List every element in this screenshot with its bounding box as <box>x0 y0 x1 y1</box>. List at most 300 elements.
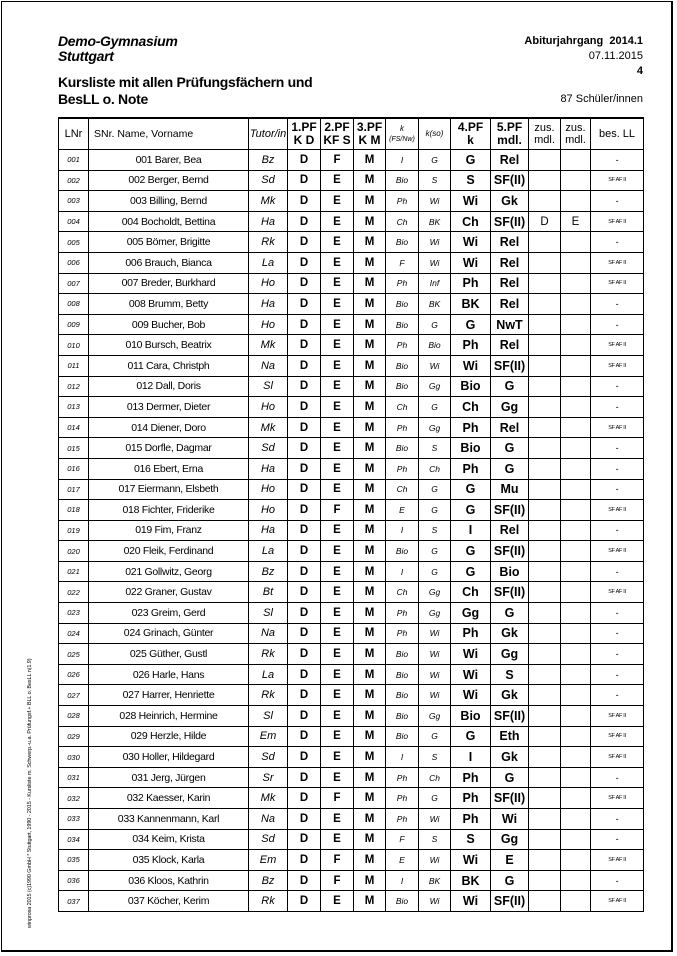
cell-zus2 <box>561 500 591 521</box>
cell-kso: G <box>419 788 451 809</box>
cell-kso: S <box>419 747 451 768</box>
cell-pf5: SF(II) <box>491 170 529 191</box>
cell-lnr: 029 <box>59 726 89 747</box>
cell-k: Ch <box>386 582 419 603</box>
cell-pf3: M <box>354 273 386 294</box>
cell-kso: Gg <box>419 376 451 397</box>
cell-zus2 <box>561 232 591 253</box>
cell-name: 014 Diener, Doro <box>89 417 249 438</box>
cell-lnr: 022 <box>59 582 89 603</box>
cell-pf5: E <box>491 850 529 871</box>
col-pf2-title: 2.PF <box>324 120 350 134</box>
cell-kso: G <box>419 314 451 335</box>
cell-pf5: G <box>491 603 529 624</box>
cell-k: I <box>386 520 419 541</box>
col-zus1-title: zus. <box>534 122 555 134</box>
cell-zus2 <box>561 603 591 624</box>
cell-pf2: E <box>321 252 354 273</box>
col-pf4 <box>451 118 491 150</box>
cell-bes: - <box>591 870 644 891</box>
cell-pf1: D <box>288 788 321 809</box>
cell-bes: - <box>591 232 644 253</box>
side-footer-text: winprosa 2015 (c)1990 GmbH * Stuttgart, 1990 - 2015 - Kursliste m. Schwerp.-u.a. Prüfungsf.+ BLL o. BesLL n(1.9) <box>27 658 33 928</box>
cell-zus2 <box>561 644 591 665</box>
cell-bes: SF AF II <box>591 706 644 727</box>
cell-pf4: G <box>451 479 491 500</box>
cell-pf4: G <box>451 541 491 562</box>
cell-zus2 <box>561 891 591 912</box>
cell-lnr: 031 <box>59 767 89 788</box>
cell-zus1 <box>529 623 561 644</box>
cell-pf1: D <box>288 520 321 541</box>
cell-bes: - <box>591 767 644 788</box>
cell-name: 022 Graner, Gustav <box>89 582 249 603</box>
table-row <box>59 211 644 232</box>
cell-tutor: Mk <box>249 335 288 356</box>
cell-lnr: 015 <box>59 438 89 459</box>
cell-k: Ch <box>386 397 419 418</box>
col-pf2 <box>321 118 354 150</box>
cell-lnr: 028 <box>59 706 89 727</box>
cell-pf4: Gg <box>451 603 491 624</box>
cell-tutor: Ha <box>249 458 288 479</box>
cell-kso: Gg <box>419 706 451 727</box>
cell-zus1 <box>529 458 561 479</box>
cell-name: 021 Gollwitz, Georg <box>89 561 249 582</box>
cell-lnr: 020 <box>59 541 89 562</box>
cell-pf1: D <box>288 767 321 788</box>
cell-kso: S <box>419 170 451 191</box>
cell-pf1: D <box>288 150 321 171</box>
student-count: 87 Schüler/innen <box>560 93 643 105</box>
cell-bes: - <box>591 438 644 459</box>
cell-pf2: F <box>321 150 354 171</box>
cell-tutor: Na <box>249 623 288 644</box>
cell-zus1 <box>529 397 561 418</box>
cell-pf3: M <box>354 541 386 562</box>
cell-bes: SF AF II <box>591 891 644 912</box>
cell-pf1: D <box>288 294 321 315</box>
cell-bes: - <box>591 561 644 582</box>
cell-pf5: SF(II) <box>491 891 529 912</box>
cell-lnr: 013 <box>59 397 89 418</box>
cell-pf4: Ph <box>451 623 491 644</box>
cell-name: 004 Bocholdt, Bettina <box>89 211 249 232</box>
cell-lnr: 024 <box>59 623 89 644</box>
table-row <box>59 170 644 191</box>
cell-name: 032 Kaesser, Karin <box>89 788 249 809</box>
cell-pf4: Wi <box>451 664 491 685</box>
cell-zus2 <box>561 809 591 830</box>
table-row <box>59 891 644 912</box>
cell-pf5: SF(II) <box>491 706 529 727</box>
cell-bes: - <box>591 150 644 171</box>
cell-tutor: Sd <box>249 438 288 459</box>
cell-pf3: M <box>354 561 386 582</box>
cell-pf5: SF(II) <box>491 788 529 809</box>
cell-name: 012 Dall, Doris <box>89 376 249 397</box>
cell-k: Bio <box>386 891 419 912</box>
cell-name: 018 Fichter, Friderike <box>89 500 249 521</box>
cell-lnr: 032 <box>59 788 89 809</box>
year-label: Abiturjahrgang 2014.1 <box>524 35 643 47</box>
col-pf4-sub: k <box>467 133 474 147</box>
table-row <box>59 685 644 706</box>
col-bes: bes. LL <box>591 118 644 150</box>
cell-pf2: E <box>321 458 354 479</box>
cell-pf1: D <box>288 541 321 562</box>
cell-zus2 <box>561 273 591 294</box>
cell-pf1: D <box>288 211 321 232</box>
cell-bes: SF AF II <box>591 541 644 562</box>
cell-tutor: Sl <box>249 376 288 397</box>
cell-pf2: E <box>321 232 354 253</box>
cell-pf5: Mu <box>491 479 529 500</box>
cell-kso: Wi <box>419 644 451 665</box>
table-row <box>59 870 644 891</box>
cell-pf4: Wi <box>451 644 491 665</box>
cell-k: Bio <box>386 438 419 459</box>
cell-pf4: Ph <box>451 767 491 788</box>
cell-k: Ph <box>386 767 419 788</box>
col-zus2-sub: mdl. <box>565 134 586 146</box>
cell-kso: Wi <box>419 664 451 685</box>
cell-lnr: 021 <box>59 561 89 582</box>
cell-name: 036 Kloos, Kathrin <box>89 870 249 891</box>
cell-pf4: Ch <box>451 211 491 232</box>
cell-pf4: Bio <box>451 706 491 727</box>
cell-pf3: M <box>354 211 386 232</box>
cell-pf2: E <box>321 335 354 356</box>
cell-name: 035 Klock, Karla <box>89 850 249 871</box>
cell-pf1: D <box>288 232 321 253</box>
cell-pf2: E <box>321 561 354 582</box>
cell-name: 037 Köcher, Kerim <box>89 891 249 912</box>
cell-zus1 <box>529 520 561 541</box>
table-row <box>59 520 644 541</box>
cell-k: Ph <box>386 417 419 438</box>
cell-kso: G <box>419 541 451 562</box>
cell-pf4: I <box>451 520 491 541</box>
cell-zus1 <box>529 252 561 273</box>
cell-tutor: Na <box>249 809 288 830</box>
cell-name: 006 Brauch, Bianca <box>89 252 249 273</box>
cell-pf3: M <box>354 458 386 479</box>
cell-kso: Wi <box>419 191 451 212</box>
cell-pf1: D <box>288 417 321 438</box>
cell-kso: Inf <box>419 273 451 294</box>
cell-tutor: Sl <box>249 603 288 624</box>
cell-pf1: D <box>288 850 321 871</box>
cell-zus2 <box>561 706 591 727</box>
table-row <box>59 417 644 438</box>
table-row <box>59 603 644 624</box>
cell-kso: Wi <box>419 623 451 644</box>
cell-pf5: Wi <box>491 809 529 830</box>
cell-k: I <box>386 747 419 768</box>
cell-bes: - <box>591 397 644 418</box>
cell-zus2 <box>561 747 591 768</box>
cell-pf4: Ph <box>451 809 491 830</box>
cell-zus2 <box>561 294 591 315</box>
cell-k: I <box>386 561 419 582</box>
cell-bes: SF AF II <box>591 500 644 521</box>
cell-pf5: Gk <box>491 191 529 212</box>
cell-name: 007 Breder, Burkhard <box>89 273 249 294</box>
table-row <box>59 458 644 479</box>
cell-pf4: G <box>451 561 491 582</box>
cell-kso: BK <box>419 294 451 315</box>
cell-zus1: D <box>529 211 561 232</box>
cell-name: 013 Dermer, Dieter <box>89 397 249 418</box>
cell-lnr: 026 <box>59 664 89 685</box>
cell-lnr: 012 <box>59 376 89 397</box>
cell-k: Ph <box>386 603 419 624</box>
table-body <box>59 150 644 912</box>
cell-zus2 <box>561 726 591 747</box>
col-pf1 <box>288 118 321 150</box>
cell-zus1 <box>529 850 561 871</box>
cell-zus2 <box>561 170 591 191</box>
col-zus1 <box>529 118 561 150</box>
cell-pf2: E <box>321 706 354 727</box>
cell-bes: - <box>591 191 644 212</box>
cell-name: 024 Grinach, Günter <box>89 623 249 644</box>
cell-pf2: E <box>321 191 354 212</box>
cell-pf5: Gg <box>491 829 529 850</box>
cell-pf4: G <box>451 314 491 335</box>
cell-pf4: Wi <box>451 355 491 376</box>
cell-tutor: Bz <box>249 561 288 582</box>
cell-zus2 <box>561 252 591 273</box>
cell-zus2 <box>561 767 591 788</box>
cell-tutor: Ho <box>249 273 288 294</box>
cell-pf3: M <box>354 829 386 850</box>
cell-pf5: G <box>491 767 529 788</box>
table-row <box>59 191 644 212</box>
print-date: 07.11.2015 <box>588 50 643 62</box>
cell-pf2: E <box>321 623 354 644</box>
cell-pf1: D <box>288 458 321 479</box>
cell-k: Bio <box>386 685 419 706</box>
cell-zus2 <box>561 479 591 500</box>
cell-lnr: 003 <box>59 191 89 212</box>
cell-name: 009 Bucher, Bob <box>89 314 249 335</box>
cell-pf1: D <box>288 623 321 644</box>
cell-lnr: 030 <box>59 747 89 768</box>
cell-k: Ph <box>386 458 419 479</box>
cell-zus2 <box>561 150 591 171</box>
cell-name: 008 Brumm, Betty <box>89 294 249 315</box>
cell-name: 033 Kannenmann, Karl <box>89 809 249 830</box>
cell-pf4: G <box>451 150 491 171</box>
cell-name: 015 Dorfle, Dagmar <box>89 438 249 459</box>
cell-tutor: Ho <box>249 314 288 335</box>
cell-zus1 <box>529 500 561 521</box>
cell-zus2 <box>561 829 591 850</box>
cell-pf5: G <box>491 376 529 397</box>
cell-lnr: 011 <box>59 355 89 376</box>
cell-tutor: Em <box>249 726 288 747</box>
cell-pf2: E <box>321 438 354 459</box>
cell-pf2: E <box>321 355 354 376</box>
cell-lnr: 025 <box>59 644 89 665</box>
cell-pf5: SF(II) <box>491 582 529 603</box>
cell-pf2: E <box>321 685 354 706</box>
table-row <box>59 273 644 294</box>
cell-lnr: 002 <box>59 170 89 191</box>
cell-zus1 <box>529 191 561 212</box>
cell-tutor: Mk <box>249 191 288 212</box>
cell-pf3: M <box>354 417 386 438</box>
cell-lnr: 037 <box>59 891 89 912</box>
cell-kso: S <box>419 438 451 459</box>
cell-bes: SF AF II <box>591 726 644 747</box>
cell-k: Ch <box>386 211 419 232</box>
cell-pf4: Bio <box>451 376 491 397</box>
cell-k: Bio <box>386 376 419 397</box>
cell-bes: SF AF II <box>591 252 644 273</box>
cell-pf5: Bio <box>491 561 529 582</box>
cell-k: I <box>386 870 419 891</box>
cell-pf2: E <box>321 541 354 562</box>
table-row <box>59 829 644 850</box>
cell-tutor: Ho <box>249 479 288 500</box>
cell-zus2 <box>561 314 591 335</box>
cell-pf4: S <box>451 170 491 191</box>
cell-pf3: M <box>354 314 386 335</box>
table-row <box>59 644 644 665</box>
cell-kso: S <box>419 829 451 850</box>
col-tutor: Tutor/in <box>249 118 288 150</box>
cell-pf4: Ch <box>451 397 491 418</box>
cell-bes: - <box>591 376 644 397</box>
col-zus2 <box>561 118 591 150</box>
cell-pf4: Ph <box>451 273 491 294</box>
cell-zus1 <box>529 870 561 891</box>
cell-pf1: D <box>288 603 321 624</box>
col-pf3 <box>354 118 386 150</box>
cell-tutor: Em <box>249 850 288 871</box>
cell-lnr: 008 <box>59 294 89 315</box>
table-row <box>59 314 644 335</box>
cell-k: Ch <box>386 479 419 500</box>
cell-k: Bio <box>386 726 419 747</box>
cell-lnr: 027 <box>59 685 89 706</box>
cell-pf4: S <box>451 829 491 850</box>
cell-k: Bio <box>386 664 419 685</box>
col-pf3-title: 3.PF <box>356 120 383 134</box>
cell-zus1 <box>529 726 561 747</box>
cell-kso: Wi <box>419 891 451 912</box>
cell-bes: - <box>591 644 644 665</box>
cell-lnr: 017 <box>59 479 89 500</box>
cell-tutor: Sr <box>249 767 288 788</box>
cell-pf2: E <box>321 809 354 830</box>
cell-pf4: BK <box>451 294 491 315</box>
cell-bes: SF AF II <box>591 273 644 294</box>
cell-pf2: E <box>321 726 354 747</box>
cell-pf5: Rel <box>491 232 529 253</box>
cell-pf3: M <box>354 623 386 644</box>
cell-zus2 <box>561 541 591 562</box>
cell-zus2 <box>561 582 591 603</box>
table-header-row <box>59 118 644 150</box>
cell-zus1 <box>529 664 561 685</box>
cell-zus2: E <box>561 211 591 232</box>
cell-pf3: M <box>354 438 386 459</box>
cell-pf5: Eth <box>491 726 529 747</box>
cell-pf1: D <box>288 252 321 273</box>
cell-k: Bio <box>386 644 419 665</box>
title-line2: BesLL o. Note <box>58 91 148 107</box>
cell-bes: SF AF II <box>591 582 644 603</box>
cell-kso: Wi <box>419 809 451 830</box>
table-row <box>59 664 644 685</box>
cell-zus1 <box>529 561 561 582</box>
cell-zus2 <box>561 664 591 685</box>
cell-zus1 <box>529 170 561 191</box>
cell-pf1: D <box>288 479 321 500</box>
cell-bes: - <box>591 685 644 706</box>
col-pf5 <box>491 118 529 150</box>
table-row <box>59 788 644 809</box>
cell-pf4: Wi <box>451 232 491 253</box>
cell-name: 030 Holler, Hildegard <box>89 747 249 768</box>
cell-pf5: Rel <box>491 273 529 294</box>
cell-k: Bio <box>386 314 419 335</box>
cell-lnr: 018 <box>59 500 89 521</box>
col-pf1-title: 1.PF <box>291 120 317 134</box>
cell-zus1 <box>529 891 561 912</box>
cell-tutor: Rk <box>249 891 288 912</box>
cell-kso: G <box>419 561 451 582</box>
cell-zus1 <box>529 232 561 253</box>
cell-pf2: E <box>321 314 354 335</box>
cell-zus1 <box>529 150 561 171</box>
cell-name: 023 Greim, Gerd <box>89 603 249 624</box>
cell-pf2: E <box>321 582 354 603</box>
cell-pf3: M <box>354 500 386 521</box>
cell-pf4: G <box>451 500 491 521</box>
col-pf2-sub: KF S <box>323 133 351 147</box>
cell-name: 003 Billing, Bernd <box>89 191 249 212</box>
cell-pf2: E <box>321 767 354 788</box>
cell-pf5: Rel <box>491 335 529 356</box>
table-row <box>59 561 644 582</box>
cell-name: 019 Fim, Franz <box>89 520 249 541</box>
col-zus2-title: zus. <box>565 122 586 134</box>
cell-pf1: D <box>288 582 321 603</box>
cell-k: Ph <box>386 273 419 294</box>
cell-pf4: Ch <box>451 582 491 603</box>
cell-zus1 <box>529 706 561 727</box>
cell-zus1 <box>529 273 561 294</box>
cell-kso: Wi <box>419 685 451 706</box>
cell-name: 017 Eiermann, Elsbeth <box>89 479 249 500</box>
cell-pf1: D <box>288 809 321 830</box>
col-k-title: k <box>400 123 404 133</box>
cell-pf2: F <box>321 788 354 809</box>
cell-pf2: E <box>321 664 354 685</box>
cell-pf3: M <box>354 788 386 809</box>
cell-k: Ph <box>386 191 419 212</box>
document-title <box>58 74 312 108</box>
cell-pf5: Gk <box>491 747 529 768</box>
cell-pf1: D <box>288 273 321 294</box>
cell-zus1 <box>529 747 561 768</box>
cell-pf3: M <box>354 685 386 706</box>
